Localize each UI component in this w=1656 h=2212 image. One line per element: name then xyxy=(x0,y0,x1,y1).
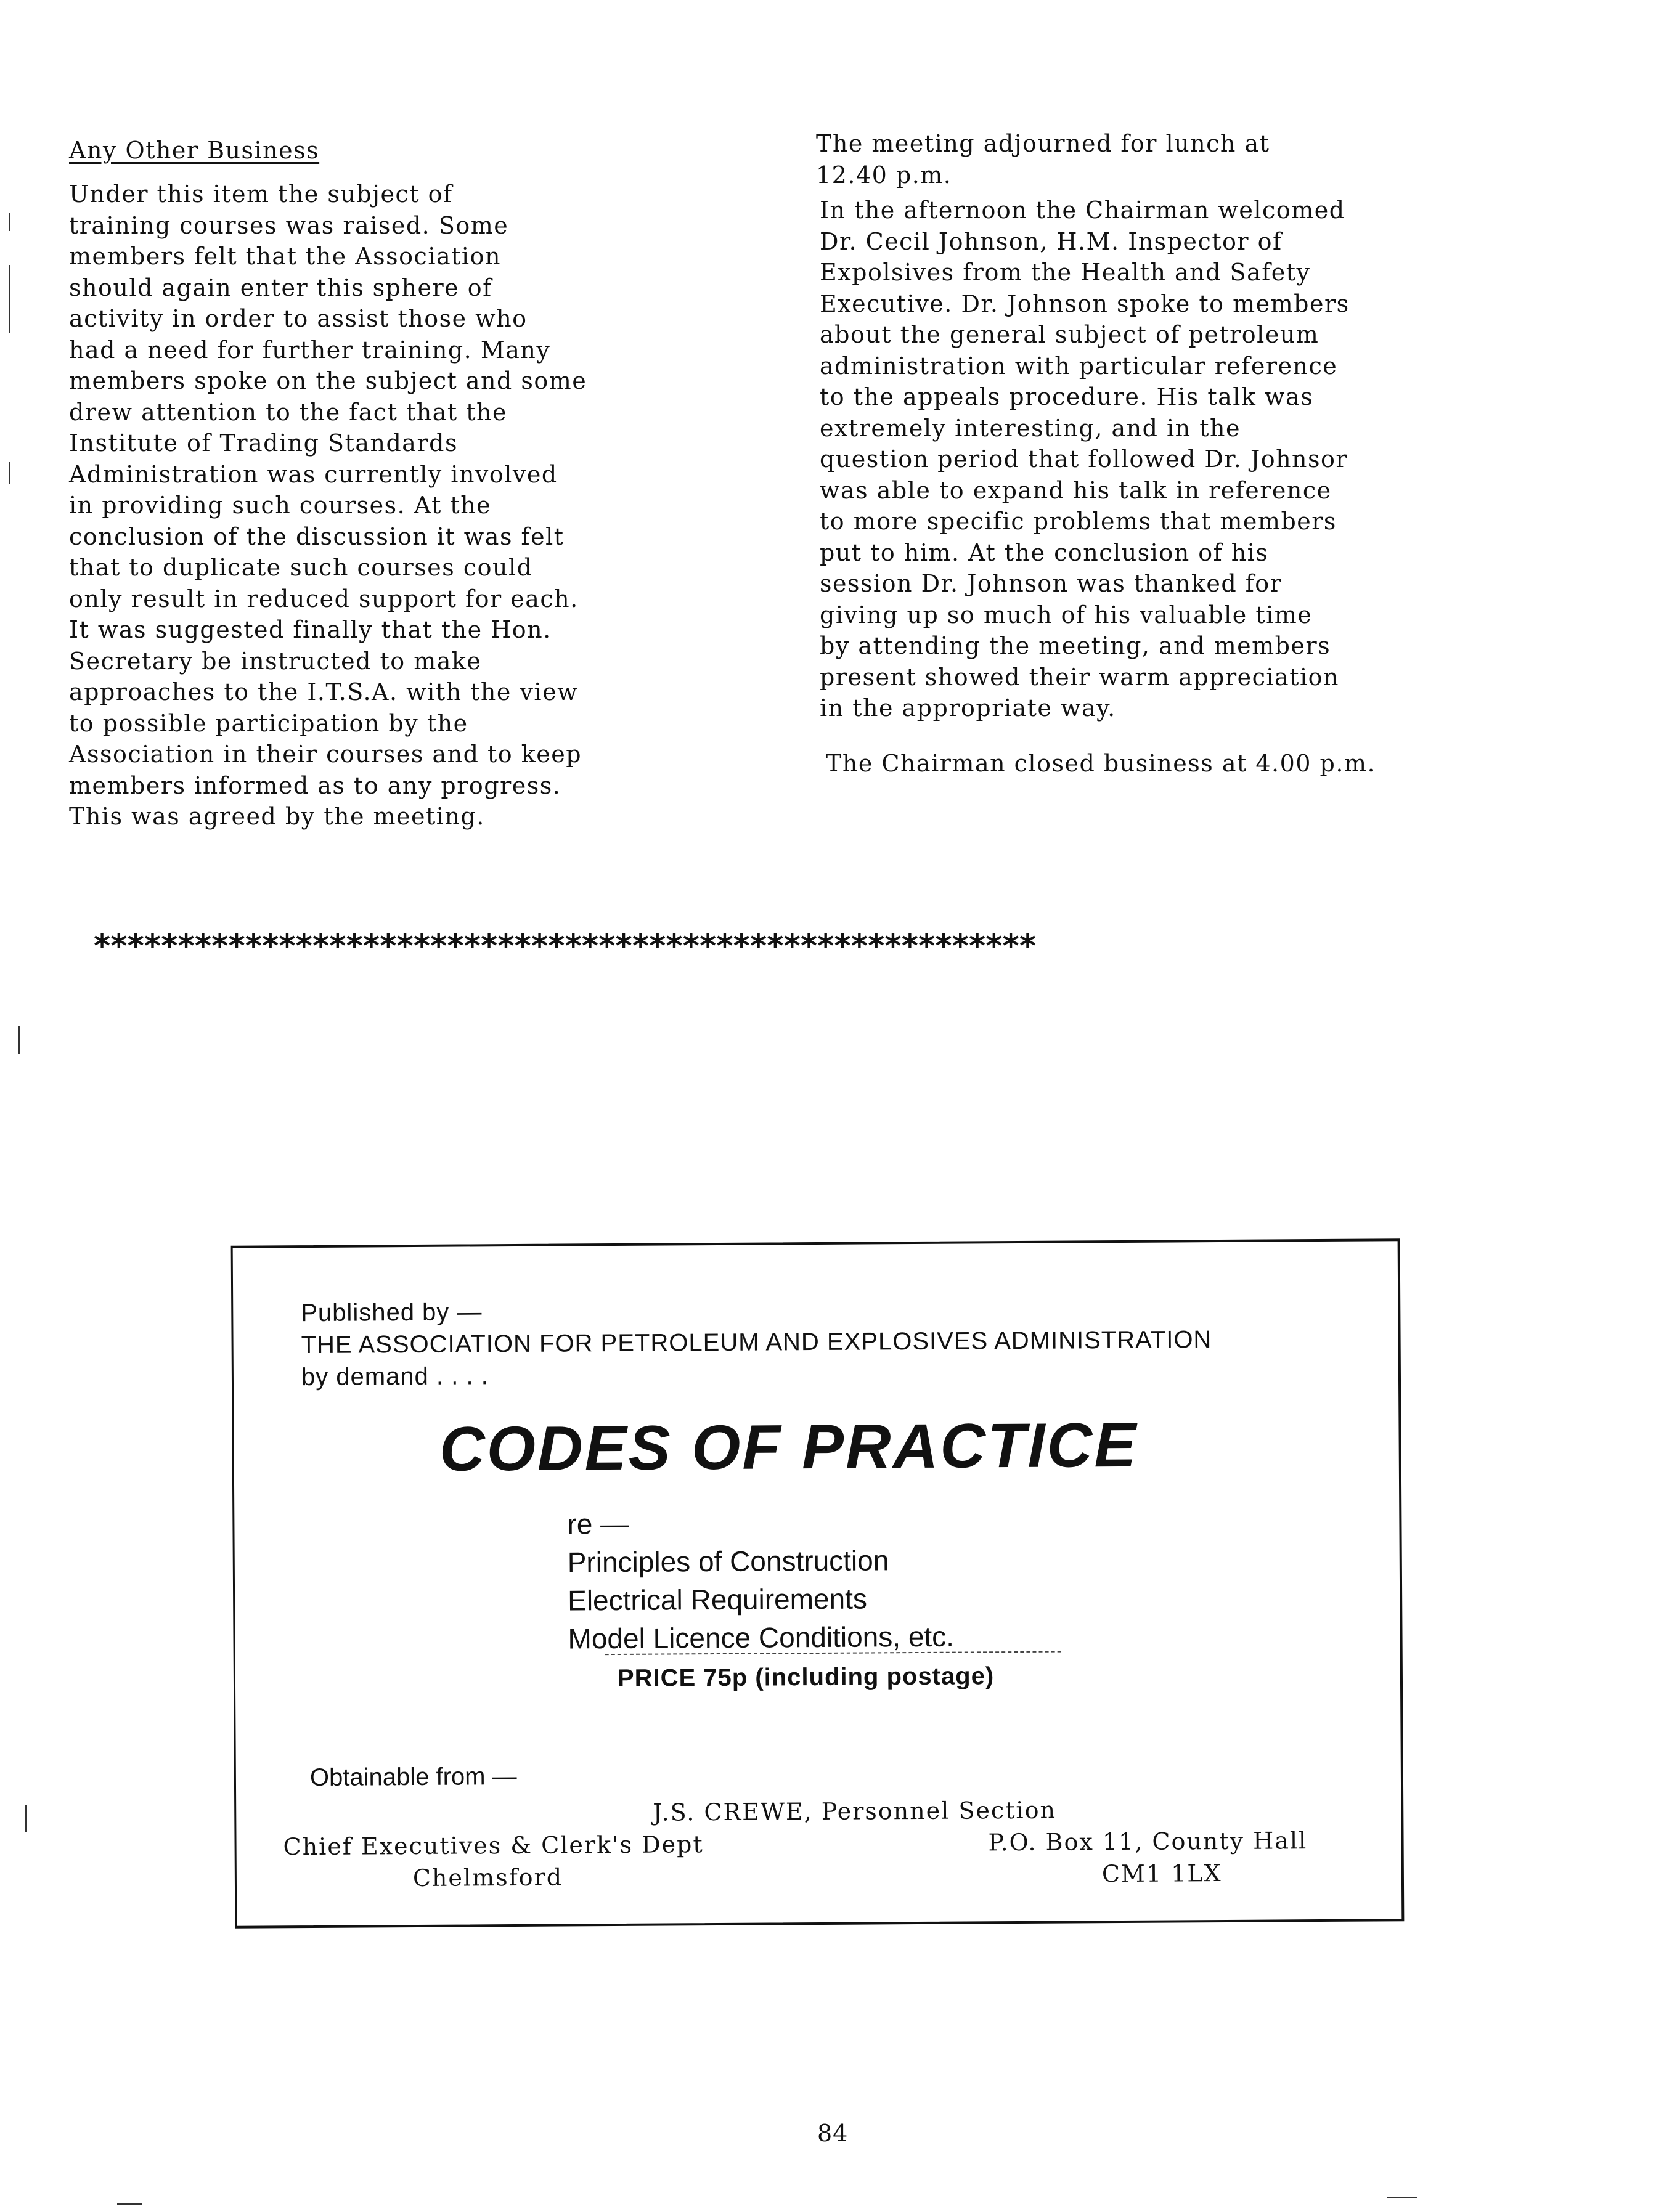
body-line: should again enter this sphere of xyxy=(69,274,492,301)
publisher-line: THE ASSOCIATION FOR PETROLEUM AND EXPLOSIVES ADMINISTRATION xyxy=(301,1326,1212,1359)
body-line: Expolsives from the Health and Safety xyxy=(820,259,1311,286)
body-line: session Dr. Johnson was thanked for xyxy=(820,570,1283,597)
scan-mark xyxy=(9,462,10,484)
body-line: to more specific problems that members xyxy=(820,508,1337,535)
body-line: 12.40 p.m. xyxy=(816,161,952,189)
body-line: about the general subject of petroleum xyxy=(820,321,1319,348)
body-line: Under this item the subject of xyxy=(69,181,453,208)
body-line: question period that followed Dr. Johnsor xyxy=(820,445,1348,473)
closing-paragraph: The Chairman closed business at 4.00 p.m. xyxy=(826,750,1376,777)
left-column-body xyxy=(69,179,759,832)
body-line: Institute of Trading Standards xyxy=(69,429,458,457)
body-line: conclusion of the discussion it was felt xyxy=(69,523,565,550)
publisher-block xyxy=(301,1291,1212,1393)
body-line: to possible participation by the xyxy=(69,709,468,737)
body-line: in providing such courses. At the xyxy=(69,492,492,519)
obtainable-label: Obtainable from — xyxy=(309,1762,517,1792)
scan-mark xyxy=(9,213,10,231)
section-heading: Any Other Business xyxy=(69,137,320,164)
body-line: to the appeals procedure. His talk was xyxy=(820,383,1314,410)
department: Chief Executives & Clerk's Dept xyxy=(283,1831,704,1861)
body-line: extremely interesting, and in the xyxy=(820,414,1241,442)
topic-line: Model Licence Conditions, etc. xyxy=(568,1620,955,1655)
codes-of-practice-advert xyxy=(231,1238,1405,1929)
body-line: members felt that the Association xyxy=(69,243,501,270)
lunch-paragraph xyxy=(816,128,1494,190)
body-line: in the appropriate way. xyxy=(820,694,1116,722)
town: Chelmsford xyxy=(412,1863,563,1892)
contact-name: J.S. CREWE, Personnel Section xyxy=(653,1796,1057,1826)
body-line: The meeting adjourned for lunch at xyxy=(816,130,1270,157)
body-line: approaches to the I.T.S.A. with the view xyxy=(69,678,579,705)
scan-mark xyxy=(25,1805,27,1832)
body-line: In the afternoon the Chairman welcomed xyxy=(820,197,1345,224)
scan-mark xyxy=(9,265,10,333)
afternoon-paragraph xyxy=(820,195,1498,724)
topics-list xyxy=(567,1503,954,1658)
page-number: 84 xyxy=(817,2120,849,2147)
po-box: P.O. Box 11, County Hall xyxy=(988,1827,1308,1856)
body-line: Association in their courses and to keep xyxy=(69,741,582,768)
asterisk-divider: ******************************************************** xyxy=(92,928,1035,965)
body-line: was able to expand his talk in reference xyxy=(820,476,1332,504)
price-label: PRICE 75p (including postage) xyxy=(617,1662,995,1692)
body-line: members informed as to any progress. xyxy=(69,771,561,799)
publisher-line: by demand . . . . xyxy=(301,1362,489,1391)
body-line: administration with particular reference xyxy=(820,352,1338,380)
scan-mark xyxy=(117,2203,142,2205)
body-line: had a need for further training. Many xyxy=(69,336,551,364)
body-line: drew attention to the fact that the xyxy=(69,398,507,426)
body-line: activity in order to assist those who xyxy=(69,305,528,332)
postcode: CM1 1LX xyxy=(1101,1860,1222,1888)
topic-line: Electrical Requirements xyxy=(568,1582,868,1617)
body-line: It was suggested finally that the Hon. xyxy=(69,616,552,643)
topic-line: re — xyxy=(567,1507,629,1540)
body-line: by attending the meeting, and members xyxy=(820,632,1331,659)
publisher-line: Published by — xyxy=(301,1298,483,1327)
body-line: Dr. Cecil Johnson, H.M. Inspector of xyxy=(820,227,1283,255)
advert-title: CODES OF PRACTICE xyxy=(439,1409,1138,1484)
body-line: Executive. Dr. Johnson spoke to members xyxy=(820,290,1350,317)
body-line: present showed their warm appreciation xyxy=(820,663,1339,691)
body-line: put to him. At the conclusion of his xyxy=(820,539,1269,566)
scan-mark xyxy=(1387,2197,1417,2198)
body-line: members spoke on the subject and some xyxy=(69,367,587,394)
body-line: training courses was raised. Some xyxy=(69,211,509,239)
body-line: Secretary be instructed to make xyxy=(69,647,482,675)
body-line: that to duplicate such courses could xyxy=(69,554,533,581)
body-line: only result in reduced support for each. xyxy=(69,585,579,612)
body-line: giving up so much of his valuable time xyxy=(820,601,1313,628)
scan-mark xyxy=(18,1026,20,1054)
body-line: Administration was currently involved xyxy=(69,460,558,488)
body-line: This was agreed by the meeting. xyxy=(69,803,485,830)
topic-line: Principles of Construction xyxy=(567,1544,889,1579)
